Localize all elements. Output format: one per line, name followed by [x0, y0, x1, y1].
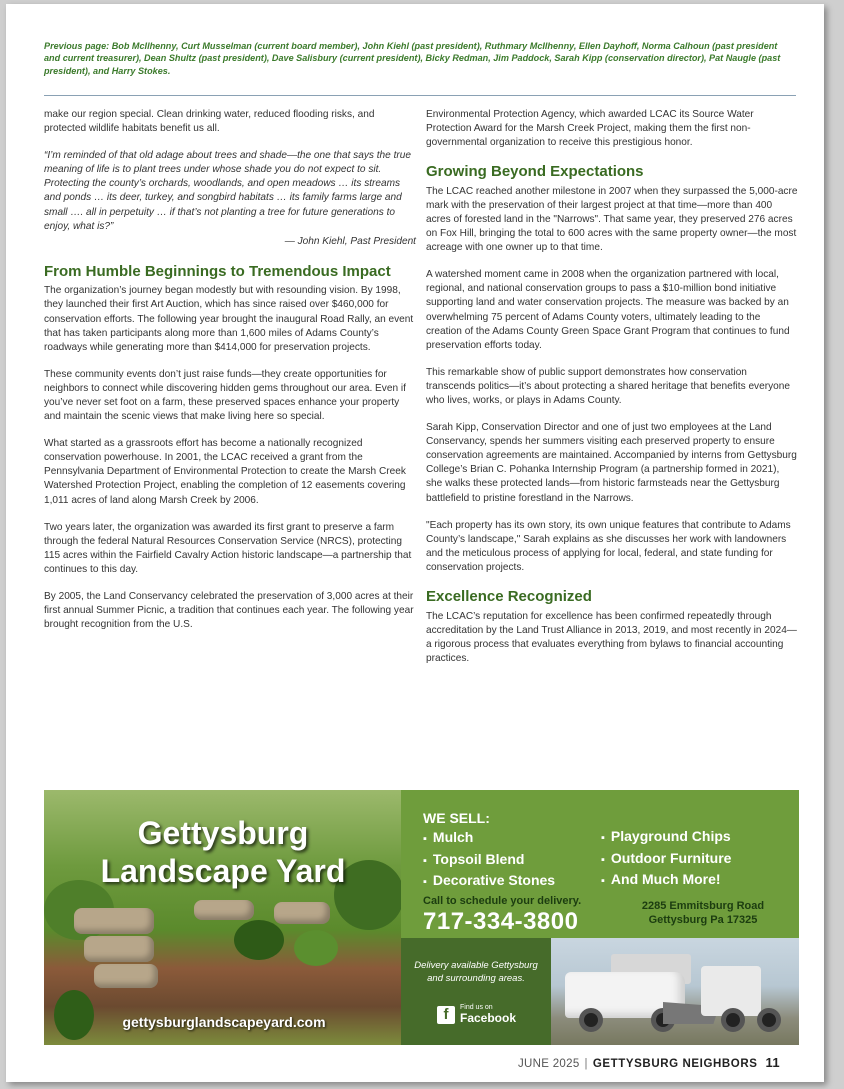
body-paragraph: By 2005, the Land Conservancy celebrated the preservation of 3,000 acres at their first annual Summer Picnic, a tradition that continues each year. The following year brought recognition from the U.S.: [44, 591, 414, 631]
ad-website-link[interactable]: gettysburglandscapeyard.com: [122, 1014, 326, 1030]
caption-divider: [44, 95, 796, 96]
product-list-left: [423, 828, 555, 893]
issue-date: JUNE 2025: [518, 1058, 580, 1070]
product-item: ▪ Outdoor Furniture: [601, 849, 731, 871]
section-heading-growing: Growing Beyond Expectations: [426, 163, 644, 181]
body-paragraph: The LCAC’s reputation for excellence has been confirmed repeatedly through accreditation by the Land Trust Alliance in 2013, 2019, and most recently in 2024—a rigorous process that evaluates everything from bylaws to financial accounting practices.: [426, 610, 797, 664]
body-paragraph: A watershed moment came in 2008 when the organization partnered with local, regional, and national conservation groups to pass a $10-million bond initiative supporting land and water conservation projects. The measure was backed by an overwhelming 75 percent of Adams County voters, ultimately leading to the creation of the Adams County Green Space Grant Program that continues to fund preservation efforts today.: [426, 269, 790, 351]
section-heading-humble-beginnings: From Humble Beginnings to Tremendous Impact: [44, 262, 391, 280]
right-column: [426, 108, 798, 666]
body-paragraph: This remarkable show of public support demonstrates how conservation transcends politics—it’s about protecting a shared heritage that benefits everyone who lives, works, or plays in Adams County.: [426, 366, 790, 406]
facebook-label: Facebook: [460, 1011, 517, 1025]
pull-quote: “I’m reminded of that old adage about trees and shade—the one that says the true meaning of life is to plant trees under whose shade you do not expect to sit. Protecting the county’s orchards, woodlands, and open meadows … its streams and ponds … its deer, turkey, and songbird habitats … its family farms large and small …. all in perpetuity … if that’s not planting a tree for future generations to enjoy, what is?”: [44, 150, 411, 232]
publication-name: GETTYSBURG NEIGHBORS: [592, 1058, 758, 1070]
find-us-label: Find us on: [460, 1004, 493, 1011]
page-number: 11: [765, 1055, 780, 1070]
page-footer: [518, 1055, 780, 1070]
body-paragraph: "Each property has its own story, its own unique features that contribute to Adams County’s landscape," Sarah explains as she discusses her work with landowners and the meticulous process of applying for local, federal, and state funding for conservation projects.: [426, 519, 791, 573]
product-item: ▪ And Much More!: [601, 870, 731, 892]
landscape-photo: [44, 790, 401, 1045]
call-to-action: Call to schedule your delivery.: [423, 895, 582, 907]
phone-number[interactable]: 717-334-3800: [423, 908, 579, 935]
ad-delivery-panel: [401, 938, 551, 1045]
advertisement[interactable]: [44, 790, 799, 1045]
delivery-note: Delivery available Gettysburg and surrounding areas.: [414, 960, 538, 984]
continued-paragraph: Environmental Protection Agency, which awarded LCAC its Source Water Protection Award for the Marsh Creek Project, making them the first non-governmental organization to receive this prestigious honor.: [426, 109, 754, 149]
body-paragraph: Sarah Kipp, Conservation Director and one of just two employees at the Land Conservancy, spends her summers visiting each preserved property to ensure conservation agreements are maintained. Accompanied by interns from Gettysburg College’s Brian C. Pohanka Internship Program (a partnership formed in 2021), she walks these protected lands—from historic farmsteads near the Gettysburg battlefield to pristine forestland in the Narrows.: [426, 422, 797, 504]
product-item: ▪ Playground Chips: [601, 827, 731, 849]
facebook-link[interactable]: [437, 1004, 516, 1025]
product-item: ▪ Decorative Stones: [423, 871, 555, 893]
body-paragraph: The organization’s journey began modestly but with resounding vision. By 1998, they launched their first Art Auction, which has since raised over $460,000 for conservation efforts. The following year brought the inaugural Road Rally, an event that has taken participants along more than 1,600 miles of Adams County’s roadways while generating more than $414,000 for preservation projects.: [44, 285, 414, 353]
body-paragraph: Two years later, the organization was awarded its first grant to preserve a farm through the federal Natural Resources Conservation Service (NRCS), protecting 115 acres within the Fairfield Cavalry Action historic landscape—a partnership that continues to this day.: [44, 521, 412, 575]
product-item: ▪ Topsoil Blend: [423, 850, 555, 872]
left-column: [44, 108, 416, 632]
facebook-icon: f: [437, 1006, 455, 1024]
business-address: 2285 Emmitsburg Road Gettysburg Pa 17325: [641, 900, 765, 926]
ad-product-panel: [401, 790, 799, 938]
footer-separator: |: [584, 1058, 588, 1070]
intro-paragraph: make our region special. Clean drinking water, reduced flooding risks, and protected wildlife habitats benefit us all.: [44, 109, 375, 135]
truck-photo: [551, 938, 799, 1045]
body-paragraph: What started as a grassroots effort has become a nationally recognized conservation powerhouse. In 2001, the LCAC received a grant from the Pennsylvania Department of Environmental Protection to create the Marsh Creek Watershed Protection Project, enabling the completion of 12 easements covering 1,011 acres of land along Marsh Creek by 2006.: [44, 438, 406, 506]
body-paragraph: These community events don’t just raise funds—they create opportunities for neighbors to connect while discovering hidden gems throughout our area. Even if you’ve never set foot on a farm, these preserved spaces enhance your property and maintain the scenic views that make living here so special.: [44, 368, 406, 423]
section-heading-excellence: Excellence Recognized: [426, 588, 592, 606]
product-list-right: [601, 827, 731, 892]
quote-attribution: — John Kiehl, Past President: [284, 235, 416, 247]
body-paragraph: The LCAC reached another milestone in 2007 when they surpassed the 5,000-acre mark with the preservation of their largest project at that time—more than 400 acres of forested land in the "Narrows". That same year, they preserved 276 acres on Fox Hill, bringing the total to 600 acres with the same property owner—the most acreage with one owner up to that time.: [426, 185, 798, 254]
we-sell-heading: WE SELL:: [423, 810, 490, 826]
photo-caption: Previous page: Bob McIlhenny, Curt Musselman (current board member), John Kiehl (past president), Ruthmary McIlhenny, Ellen Dayhoff, Norma Calhoun (past president and current treasurer), Dean Shultz (past president), Dave Salisbury (current president), Bicky Redman, Jim Paddock, Sarah Kipp (conservation director), Pat Naugle (past president), and Harry Stokes.: [44, 41, 781, 76]
ad-business-name: Gettysburg Landscape Yard: [100, 815, 346, 889]
product-item: ▪ Mulch: [423, 828, 555, 850]
magazine-page: [6, 4, 824, 1082]
